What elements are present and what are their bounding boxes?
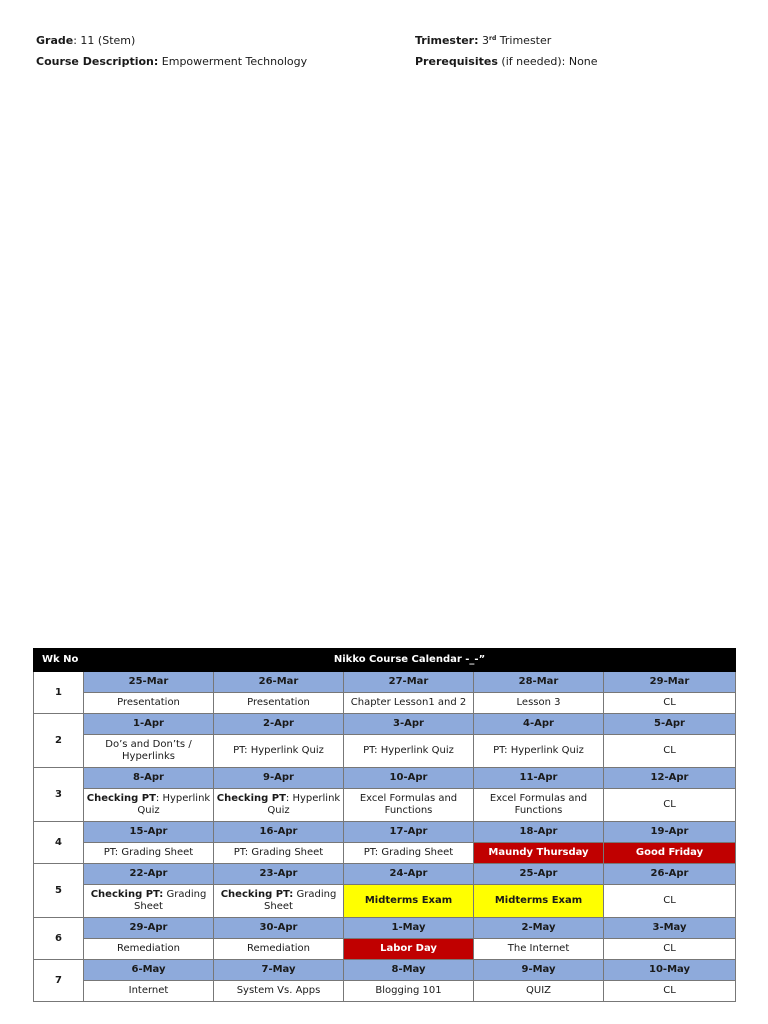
activity-text: Midterms Exam [364, 895, 453, 906]
activity-text: Presentation [247, 697, 310, 708]
activity-text: PT: Grading Sheet [363, 847, 454, 858]
trimester-line [415, 34, 551, 47]
grade-label: Grade [36, 34, 74, 47]
date-cell: 8-Apr [84, 768, 214, 789]
week-number: 6 [34, 918, 84, 960]
date-cell: 4-Apr [474, 714, 604, 735]
activity-text: Midterms Exam [494, 895, 583, 906]
date-cell: 24-Apr [344, 864, 474, 885]
prerequisites-label: Prerequisites [415, 55, 498, 68]
activity-text: CL [663, 943, 676, 954]
date-cell: 26-Apr [604, 864, 736, 885]
date-cell: 30-Apr [214, 918, 344, 939]
activity-cell [344, 789, 474, 822]
activity-bold-label: Checking PT: [220, 889, 294, 900]
activity-cell [604, 735, 736, 768]
week-dates-row [34, 768, 736, 789]
course-calendar-table [33, 648, 736, 1002]
activity-cell [214, 885, 344, 918]
week-number: 4 [34, 822, 84, 864]
activity-cell [474, 789, 604, 822]
prerequisites-value: (if needed): None [497, 55, 598, 68]
activity-cell [84, 693, 214, 714]
activity-text: Excel Formulas and Functions [359, 793, 458, 816]
week-activities-row [34, 735, 736, 768]
activity-cell [344, 885, 474, 918]
week-activities-row [34, 789, 736, 822]
course-description-line [36, 55, 307, 68]
week-number: 1 [34, 672, 84, 714]
activity-text: Chapter Lesson1 and 2 [350, 697, 467, 708]
date-cell: 16-Apr [214, 822, 344, 843]
activity-text: Labor Day [380, 943, 437, 954]
date-cell: 17-Apr [344, 822, 474, 843]
date-cell: 28-Mar [474, 672, 604, 693]
week-activities-row [34, 885, 736, 918]
activity-cell [474, 885, 604, 918]
activity-text: PT: Grading Sheet [233, 847, 324, 858]
activity-text: Maundy Thursday [488, 847, 589, 858]
date-cell: 18-Apr [474, 822, 604, 843]
activity-text: Blogging 101 [375, 985, 442, 996]
activity-cell [604, 885, 736, 918]
week-number: 3 [34, 768, 84, 822]
week-activities-row [34, 843, 736, 864]
activity-cell [214, 843, 344, 864]
week-dates-row [34, 822, 736, 843]
week-activities-row [34, 981, 736, 1002]
activity-cell [604, 693, 736, 714]
activity-cell [344, 735, 474, 768]
date-cell: 1-Apr [84, 714, 214, 735]
activity-cell [214, 789, 344, 822]
course-value: Empowerment Technology [158, 55, 308, 68]
activity-cell [214, 693, 344, 714]
trimester-number: 3 [478, 34, 490, 47]
date-cell: 9-May [474, 960, 604, 981]
activity-text: PT: Hyperlink Quiz [233, 745, 324, 756]
activity-cell [344, 939, 474, 960]
week-dates-row [34, 714, 736, 735]
date-cell: 26-Mar [214, 672, 344, 693]
week-activities-row [34, 939, 736, 960]
activity-text: Presentation [117, 697, 180, 708]
week-dates-row [34, 672, 736, 693]
week-dates-row [34, 918, 736, 939]
activity-cell [344, 981, 474, 1002]
wk-no-header: Wk No [34, 649, 84, 672]
activity-text: CL [663, 985, 676, 996]
activity-text: Remediation [117, 943, 180, 954]
activity-bold-label: Checking PT: [90, 889, 164, 900]
week-dates-row [34, 864, 736, 885]
trimester-ordinal: rd [489, 35, 497, 42]
activity-text: Internet [128, 985, 169, 996]
prerequisites-line [415, 55, 598, 68]
week-dates-row [34, 960, 736, 981]
date-cell: 27-Mar [344, 672, 474, 693]
activity-text: The Internet [507, 943, 570, 954]
activity-cell [474, 843, 604, 864]
activity-cell [84, 735, 214, 768]
date-cell: 2-Apr [214, 714, 344, 735]
date-cell: 3-Apr [344, 714, 474, 735]
date-cell: 7-May [214, 960, 344, 981]
activity-cell [474, 693, 604, 714]
activity-text: CL [663, 895, 676, 906]
activity-text: : Hyperlink Quiz [137, 793, 211, 816]
activity-cell [84, 885, 214, 918]
calendar-title: Nikko Course Calendar -_-” [84, 649, 736, 672]
activity-cell [214, 939, 344, 960]
date-cell: 19-Apr [604, 822, 736, 843]
activity-text: PT: Hyperlink Quiz [363, 745, 454, 756]
date-cell: 5-Apr [604, 714, 736, 735]
activity-text: CL [663, 799, 676, 810]
calendar-header-row [34, 649, 736, 672]
activity-text: Good Friday [635, 847, 704, 858]
activity-text: QUIZ [526, 985, 551, 996]
activity-bold-label: Checking PT [86, 793, 156, 804]
week-number: 2 [34, 714, 84, 768]
week-number: 7 [34, 960, 84, 1002]
trimester-label: Trimester: [415, 34, 479, 47]
grade-line [36, 34, 135, 47]
activity-text: Lesson 3 [516, 697, 561, 708]
date-cell: 12-Apr [604, 768, 736, 789]
activity-text: Do’s and Don’ts / Hyperlinks [105, 739, 192, 762]
date-cell: 10-Apr [344, 768, 474, 789]
activity-cell [604, 939, 736, 960]
date-cell: 9-Apr [214, 768, 344, 789]
date-cell: 22-Apr [84, 864, 214, 885]
date-cell: 25-Apr [474, 864, 604, 885]
activity-text: PT: Grading Sheet [103, 847, 194, 858]
activity-cell [84, 789, 214, 822]
date-cell: 2-May [474, 918, 604, 939]
date-cell: 6-May [84, 960, 214, 981]
activity-cell [474, 939, 604, 960]
activity-cell [604, 843, 736, 864]
activity-text: Grading Sheet [264, 889, 337, 912]
course-label: Course Description: [36, 55, 159, 68]
activity-text: Grading Sheet [134, 889, 207, 912]
date-cell: 3-May [604, 918, 736, 939]
date-cell: 29-Apr [84, 918, 214, 939]
date-cell: 23-Apr [214, 864, 344, 885]
activity-text: PT: Hyperlink Quiz [493, 745, 584, 756]
date-cell: 10-May [604, 960, 736, 981]
activity-text: System Vs. Apps [236, 985, 321, 996]
activity-cell [344, 693, 474, 714]
activity-cell [214, 981, 344, 1002]
activity-cell [604, 981, 736, 1002]
activity-text: CL [663, 745, 676, 756]
grade-value: : 11 (Stem) [73, 34, 136, 47]
date-cell: 8-May [344, 960, 474, 981]
activity-text: : Hyperlink Quiz [267, 793, 341, 816]
date-cell: 11-Apr [474, 768, 604, 789]
trimester-rest: Trimester [496, 34, 552, 47]
activity-cell [84, 981, 214, 1002]
date-cell: 15-Apr [84, 822, 214, 843]
calendar-body [34, 672, 736, 1002]
activity-text: Remediation [247, 943, 310, 954]
date-cell: 25-Mar [84, 672, 214, 693]
activity-cell [84, 843, 214, 864]
activity-text: CL [663, 697, 676, 708]
week-activities-row [34, 693, 736, 714]
date-cell: 1-May [344, 918, 474, 939]
activity-cell [84, 939, 214, 960]
activity-cell [474, 981, 604, 1002]
activity-bold-label: Checking PT [216, 793, 286, 804]
activity-cell [474, 735, 604, 768]
activity-text: Excel Formulas and Functions [489, 793, 588, 816]
activity-cell [604, 789, 736, 822]
activity-cell [214, 735, 344, 768]
activity-cell [344, 843, 474, 864]
date-cell: 29-Mar [604, 672, 736, 693]
week-number: 5 [34, 864, 84, 918]
